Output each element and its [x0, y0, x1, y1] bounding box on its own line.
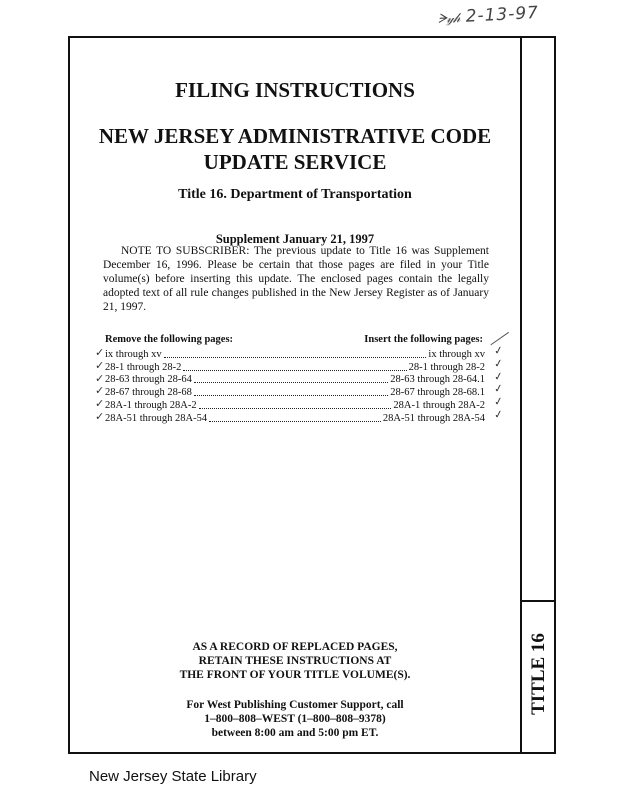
page-row [95, 394, 504, 412]
check-mark-icon: ✓ [492, 394, 504, 409]
dot-leader [194, 394, 388, 396]
page-row [95, 368, 504, 387]
code-heading-line1: NEW JERSEY ADMINISTRATIVE CODE [98, 124, 492, 148]
insert-pages: 28-67 through 28-68.1 [390, 387, 485, 399]
page-row [95, 356, 504, 374]
handwritten-date-annotation [437, 0, 598, 38]
check-mark-icon: ✓ [492, 407, 504, 422]
support-phone: 1–800–808–WEST (1–800–808–9378) [204, 713, 386, 725]
handwritten-date-text: 2-13-97 [465, 2, 540, 27]
insert-pages: 28-1 through 28-2 [408, 361, 485, 373]
record-instructions [68, 640, 522, 682]
subscriber-note-text: NOTE TO SUBSCRIBER: The previous update to Title 16 was Supplement December 16, 1996. Please be certain that those pages are filed in your Title volume(s) before inserting this update. The enclosed pages contain the legally adopted text of all rule changes published in the New Jersey Register as of January 21, 1997. [103, 245, 489, 313]
check-mark-icon: ✓ [95, 371, 105, 385]
dot-leader [183, 369, 406, 371]
check-mark-icon: ✓ [95, 358, 105, 372]
supplement-date: Supplement January 21, 1997 [215, 232, 375, 246]
insert-pages: 28A-51 through 28A-54 [382, 412, 485, 424]
record-line2: RETAIN THESE INSTRUCTIONS AT [198, 655, 392, 667]
dot-leader [164, 356, 427, 358]
title-heading: Title 16. Department of Transportation [178, 187, 412, 202]
dot-leader [194, 381, 388, 383]
remove-pages: 28A-1 through 28A-2 [105, 399, 197, 411]
remove-pages: ix through xv [105, 348, 162, 360]
side-tab-divider [522, 600, 554, 602]
check-mark-icon: ✓ [492, 368, 504, 384]
column-headers [103, 334, 489, 348]
support-hours: between 8:00 am and 5:00 pm ET. [211, 727, 379, 739]
dot-leader [199, 407, 392, 409]
support-line1: For West Publishing Customer Support, call [186, 699, 404, 711]
remove-pages: 28-63 through 28-64 [105, 374, 192, 386]
handwritten-initials: ᗒ𝓎𝒽 [437, 11, 460, 28]
remove-pages: 28A-51 through 28A-54 [105, 412, 208, 424]
check-mark-icon: ✓ [492, 343, 504, 358]
side-tab [522, 36, 556, 754]
insert-pages: 28A-1 through 28A-2 [393, 399, 485, 411]
subscriber-note [103, 244, 489, 314]
customer-support-info [68, 698, 522, 740]
check-mark-icon: ✓ [95, 397, 105, 411]
insert-pages: ix through xv [428, 348, 485, 360]
code-heading-line2: UPDATE SERVICE [203, 150, 387, 174]
check-mark-icon: ✓ [95, 409, 105, 423]
remove-column-header: Remove the following pages: [105, 334, 234, 345]
page-row [95, 407, 504, 425]
remove-pages: 28-67 through 28-68 [105, 387, 192, 399]
library-stamp: New Jersey State Library [89, 768, 257, 785]
page-row [95, 381, 504, 399]
side-tab-label: TITLE 16 [528, 633, 549, 715]
check-mark-icon: ✓ [95, 384, 105, 398]
page-row [95, 343, 504, 361]
insert-pages: 28-63 through 28-64.1 [390, 374, 485, 386]
check-mark-icon: ✓ [95, 346, 105, 359]
record-line1: AS A RECORD OF REPLACED PAGES, [192, 641, 398, 653]
remove-pages: 28-1 through 28-2 [105, 361, 182, 373]
check-mark-icon: ✓ [492, 356, 504, 371]
check-mark-icon: ✓ [492, 381, 504, 397]
filing-instructions-heading: FILING INSTRUCTIONS [175, 78, 415, 102]
insert-column-header: Insert the following pages: [364, 334, 483, 345]
record-line3: THE FRONT OF YOUR TITLE VOLUME(S). [179, 669, 411, 681]
dot-leader [209, 420, 381, 422]
page-replacement-list [95, 343, 504, 425]
